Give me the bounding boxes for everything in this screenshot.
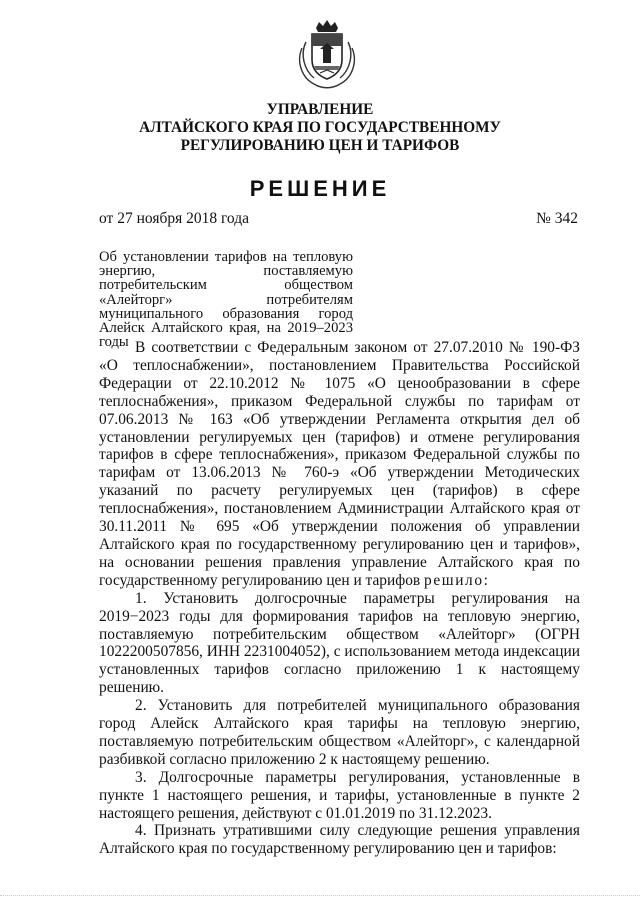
authority-line-2: АЛТАЙСКОГО КРАЯ ПО ГОСУДАРСТВЕННОМУ (139, 119, 501, 136)
page-bottom-edge (0, 895, 640, 896)
document-number: № 342 (536, 210, 578, 227)
resolution-item-2: 2. Установить для потребителей муниципального образования город Алейск Алтайского края тарифы на тепловую энергию, поставляемую потребительским обществом «Алейторг», с календарной разбивкой согласно приложению 2 к настоящему решению. (99, 697, 580, 768)
resolution-item-1: 1. Установить долгосрочные параметры регулирования на 2019−2023 годы для формирования тарифов на тепловую энергию, поставляемую потребительским обществом «Алейторг» (ОГРН 1022200507856, ИНН 2231004052), с использованием метода индексации установленных тарифов согласно приложению 1 к настоящему решению. (99, 589, 580, 697)
resolution-item-3: 3. Долгосрочные параметры регулирования, установленные в пункте 1 настоящего решения, и тарифы, установленные в пункте 2 настоящего решения, действуют с 01.01.2019 по 31.12.2023. (99, 768, 580, 822)
resolution-item-4: 4. Признать утратившими силу следующие решения управления Алтайского края по государственному регулированию цен и тарифов: (99, 822, 580, 858)
authority-line-1: УПРАВЛЕНИЕ (266, 101, 374, 118)
document-date: от 27 ноября 2018 года (99, 210, 250, 227)
preamble-text: В соответствии с Федеральным законом от 27.07.2010 № 190-ФЗ «О теплоснабжении», постановлением Правительства Российской Федерации от 22.10.2012 № 1075 «О ценообразовании в сфере теплоснабжения», приказом Федеральной службы по тарифам от 07.06.2013 № 163 «Об утверждении Регламента открытия дел об установлении регулируемых цен (тарифов) и отмене регулирования тарифов в сфере теплоснабжения», приказом Федеральной службы по тарифам от 13.06.2013 № 760-э «Об утверждении Методических указаний по расчету регулируемых цен (тарифов) в сфере теплоснабжения», постановлением Администрации Алтайского края от 30.11.2011 № 695 «Об утверждении положения об управлении Алтайского края по государственному регулированию цен и тарифов», на основании решения правления управление Алтайского края по государственному регулированию цен и тарифов (99, 339, 580, 589)
document-subject: Об установлении тарифов на тепловую энергию, поставляемую потребительским обществом «Алейторг» потребителям муниципального образования город Алейск Алтайского края, на 2019–2023 годы (99, 249, 353, 351)
resolved-word: решило (424, 571, 484, 589)
document-body (99, 339, 580, 858)
document-type-title: РЕШЕНИЕ (249, 176, 391, 201)
issuing-authority (0, 101, 640, 155)
authority-line-3: РЕГУЛИРОВАНИЮ ЦЕН И ТАРИФОВ (180, 137, 460, 154)
preamble-paragraph: В соответствии с Федеральным законом от 27.07.2010 № 190-ФЗ «О теплоснабжении», постановлением Правительства Российской Федерации от 22.10.2012 № 1075 «О ценообразовании в сфере теплоснабжения», приказом Федеральной службы по тарифам от 07.06.2013 № 163 «Об утверждении Регламента открытия дел об установлении регулируемых цен (тарифов) и отмене регулирования тарифов в сфере теплоснабжения», приказом Федеральной службы по тарифам от 13.06.2013 № 760-э «Об утверждении Методических указаний по расчету регулируемых цен (тарифов) в сфере теплоснабжения», постановлением Администрации Алтайского края от 30.11.2011 № 695 «Об утверждении положения об управлении Алтайского края по государственному регулированию цен и тарифов», на основании решения правления управление Алтайского края по государственному регулированию цен и тарифов решило: (99, 339, 580, 589)
altai-krai-coat-of-arms-emblem (294, 18, 360, 92)
